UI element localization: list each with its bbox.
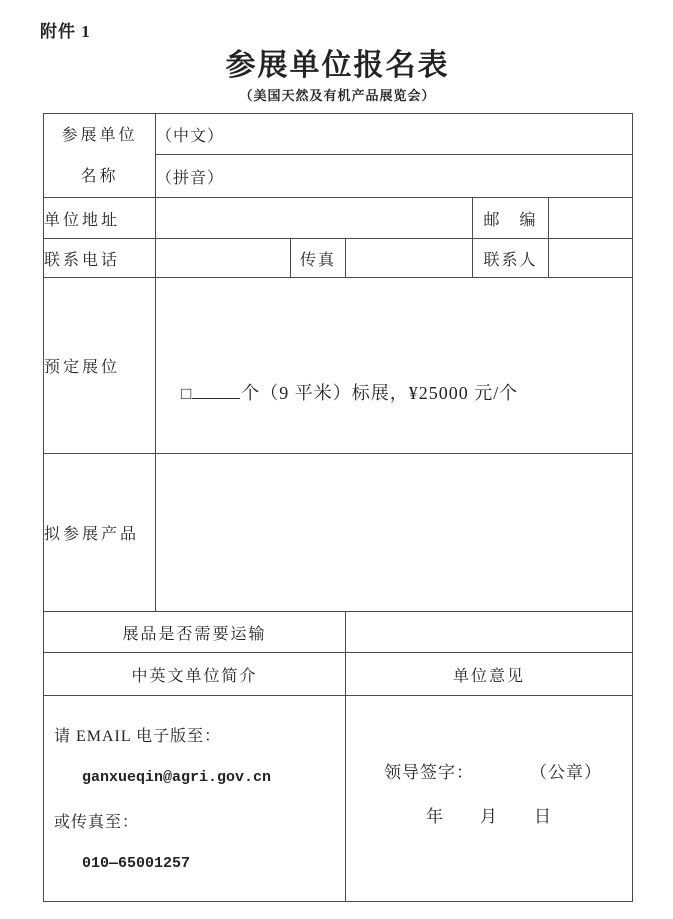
unit-name-chinese-input-cell[interactable] [156,114,633,155]
row-section-headers [44,653,633,696]
row-unit-name-chinese [44,114,633,155]
address-input-cell[interactable] [156,198,473,239]
row-shipping [44,612,633,653]
phone-label: 联系电话 [44,239,156,278]
contact-person-label: 联系人 [473,239,549,278]
row-address [44,198,633,239]
products-label: 拟参展产品 [44,454,156,612]
unit-name-label-line2: 名称 [80,167,119,185]
pinyin-hint: （拼音） [156,169,225,187]
fax-label: 传真 [291,239,346,278]
email-address: ganxueqin@agri.gov.cn [82,768,272,786]
row-contacts [44,239,633,278]
shipping-question-label: 展品是否需要运输 [44,612,346,653]
postal-code-input-cell[interactable] [549,198,633,239]
row-products [44,454,633,612]
leader-signature-label: 领导签字： [384,762,474,782]
fax-number: 010—65001257 [82,854,191,872]
row-booth [44,278,633,454]
page-subtitle: （美国天然及有机产品展览会） [239,88,436,103]
chinese-hint: （中文） [156,127,225,145]
attachment-label: 附件 1 [40,22,91,41]
booth-option-text: 个（9 平米）标展，¥25000 元/个 [241,382,519,403]
signature-cell [346,696,633,902]
row-submission-signature [44,696,633,902]
email-instruction: 请 EMAIL 电子版至： [54,727,222,745]
contact-person-input-cell[interactable] [549,239,633,278]
unit-name-label-cell [44,114,156,198]
products-input-cell[interactable] [156,454,633,612]
phone-input-cell[interactable] [156,239,291,278]
company-intro-label: 中英文单位简介 [44,653,346,696]
booth-quantity-blank[interactable] [192,383,240,399]
unit-name-label-line1: 参展单位 [61,126,138,144]
registration-form-table [43,113,633,902]
shipping-answer-cell[interactable] [346,612,633,653]
unit-name-pinyin-input-cell[interactable] [156,155,633,198]
booth-option-cell [156,278,633,454]
submission-info-cell [44,696,346,902]
date-line: 年 月 日 [426,806,553,826]
booth-checkbox-icon[interactable]: □ [181,383,193,403]
booth-option-line [181,379,632,405]
booth-label: 预定展位 [44,278,156,454]
unit-opinion-label: 单位意见 [346,653,633,696]
postal-code-label: 邮 编 [473,198,549,239]
signature-line [346,758,632,783]
official-seal-label: （公章） [530,762,602,782]
address-label: 单位地址 [44,198,156,239]
page-title: 参展单位报名表 [225,49,450,82]
fax-input-cell[interactable] [346,239,473,278]
fax-instruction: 或传真至： [54,813,140,831]
